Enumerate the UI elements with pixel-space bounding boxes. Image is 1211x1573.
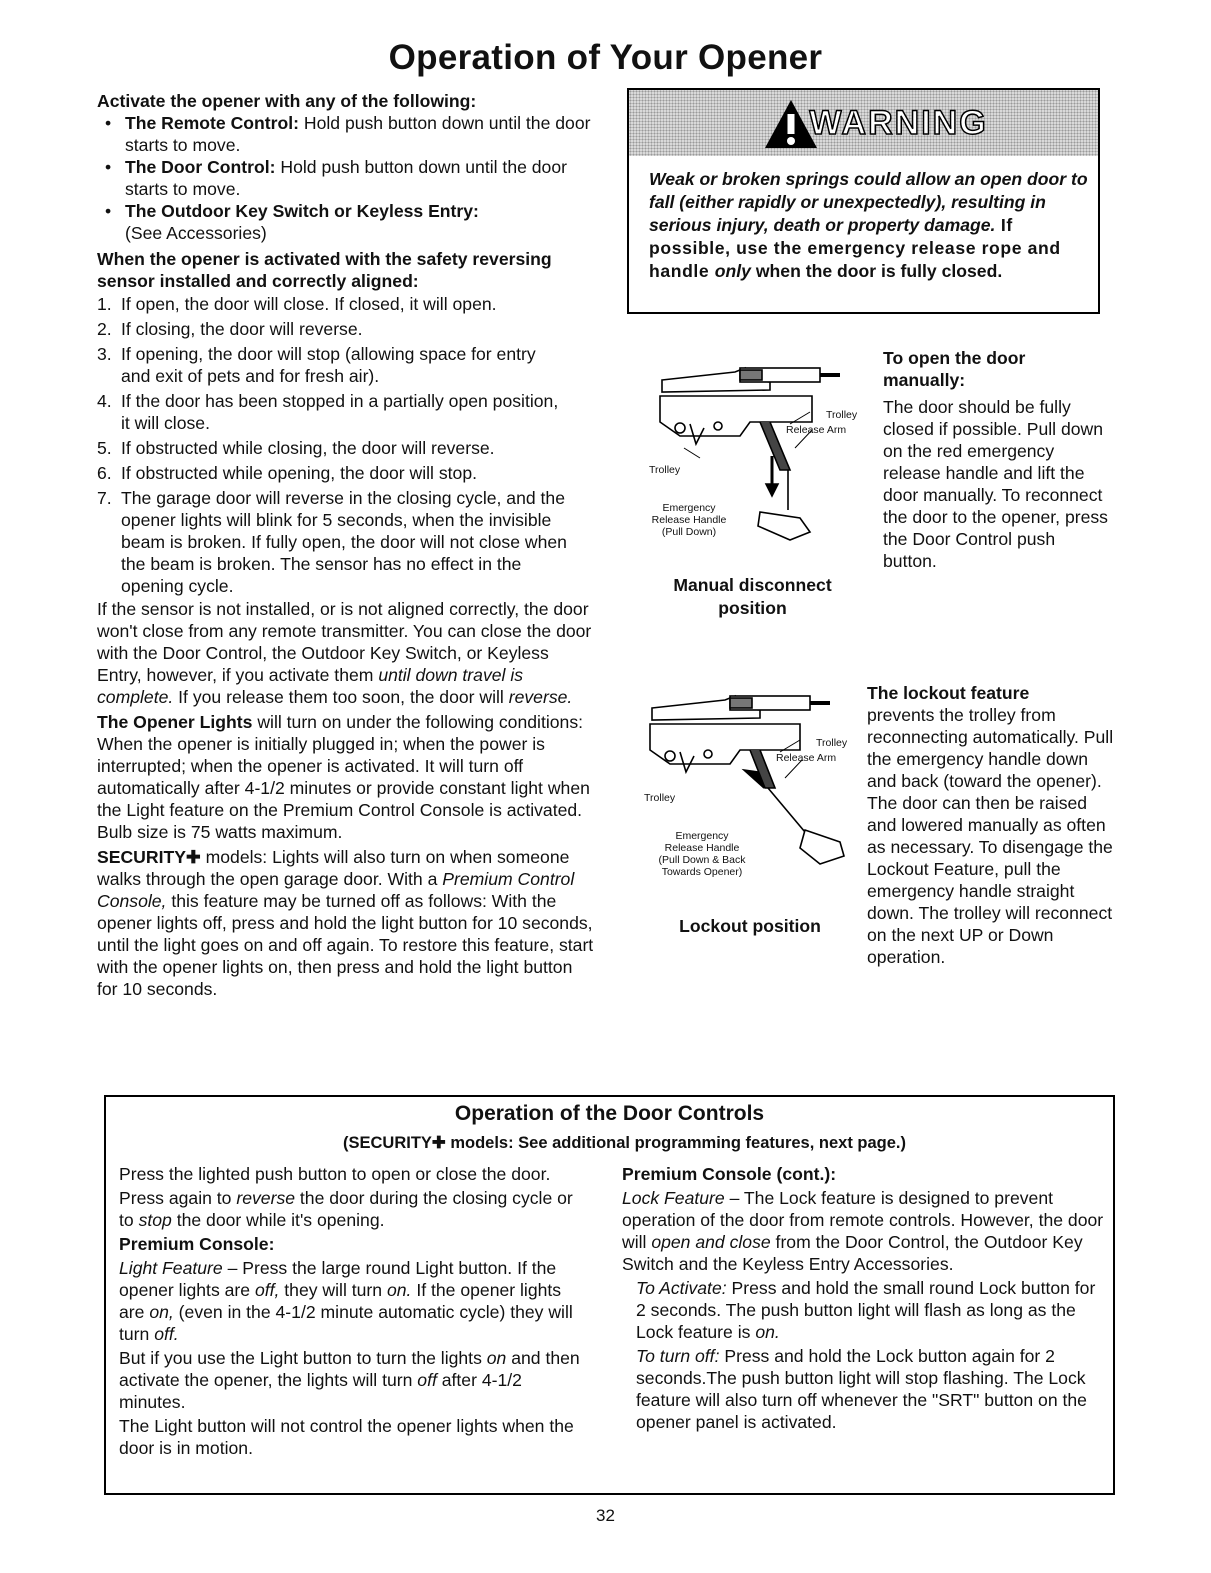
- list-item: 3. If opening, the door will stop (allowing space for entry and exit of pets and for fresh air).: [97, 344, 536, 386]
- list-item: 6. If obstructed while opening, the door will stop.: [97, 463, 477, 483]
- warning-box: [627, 88, 1100, 314]
- open-manually-text: The door should be fully closed if possible. Pull down on the red emergency release handle and lift the door manually. To reconnect the door to the opener, press the Door Control push button.: [883, 397, 1108, 571]
- numbered-list: [97, 293, 595, 597]
- sensor-heading: When the opener is activated with the safety reversing sensor installed and correctly aligned:: [97, 249, 552, 291]
- page-title: Operation of Your Opener: [388, 38, 823, 77]
- turn-off-text: To turn off: Press and hold the Lock button again for 2 seconds.The push button light will stop flashing. The Lock feature will also turn off whenever the "SRT" button on the opener panel is activated.: [636, 1346, 1087, 1432]
- activate-heading: Activate the opener with any of the following:: [97, 91, 477, 111]
- lockout-text: prevents the trolley from reconnecting automatically. Pull the emergency handle down and back (toward the opener). The door can then be raised and lowered manually as often as necessary. To disengage the Lockout Feature, pull the emergency handle straight down. The trolley will reconnect on the next UP or Down operation.: [867, 705, 1114, 967]
- list-item: 7. The garage door will reverse in the closing cycle, and the opener lights will blink for 5 seconds, when the invisible beam is broken. If fully open, the door will not close when the beam is broken. The sensor has no effect in the opening cycle.: [97, 488, 567, 596]
- security-text: SECURITY✚ models: Lights will also turn on when someone walks through the open garage door. With a Premium Control Console, this feature may be turned off as follows: With the opener lights off, press and hold the light button for 10 seconds, until the light goes on and off again. To restore this feature, start with the opener lights on, then press and hold the light button for 10 seconds.: [97, 847, 594, 999]
- premium-console-heading: Premium Console:: [119, 1234, 275, 1254]
- page-number: 32: [596, 1506, 615, 1525]
- handle-label: Emergency Release Handle (Pull Down & Back Towards Opener): [658, 830, 746, 878]
- press-again-text: Press again to reverse the door during the closing cycle or to stop the door while it's opening.: [119, 1188, 573, 1230]
- lockout-section: [867, 682, 1117, 968]
- trolley-label: Trolley: [644, 792, 676, 804]
- handle-label: Emergency Release Handle (Pull Down): [651, 502, 727, 538]
- light-feature-text: Light Feature – Press the large round Light button. If the opener lights are off, they will turn on. If the opener lights are on, (even in the 4-1/2 minute automatic cycle) they will turn off.: [119, 1258, 573, 1344]
- press-text: Press the lighted push button to open or close the door.: [119, 1164, 551, 1184]
- warning-word: WARNING: [809, 104, 988, 142]
- list-item: 1. If open, the door will close. If closed, it will open.: [97, 294, 497, 314]
- door-controls-title: Operation of the Door Controls: [454, 1102, 765, 1125]
- light-button-text: But if you use the Light button to turn the lights on and then activate the opener, the lights will turn off after 4-1/2 minutes.: [119, 1348, 580, 1412]
- left-column: [97, 90, 595, 1000]
- list-item: 2. If closing, the door will reverse.: [97, 319, 363, 339]
- open-manually-heading: To open the door manually:: [883, 348, 1026, 390]
- trolley-label: Trolley: [826, 409, 858, 421]
- door-controls-subtitle: (SECURITY✚ models: See additional programming features, next page.): [342, 1134, 906, 1152]
- warning-text: Weak or broken springs could allow an open door to fall (either rapidly or unexpectedly), resulting in serious injury, death or property damage. If possible, use the emergency release rope and handle only when the door is fully closed.: [649, 169, 1088, 281]
- activate-text: To Activate: Press and hold the small round Lock button for 2 seconds. The push button light will flash as long as the Lock feature is on.: [636, 1278, 1096, 1342]
- list-item: • The Remote Control: Hold push button down until the door starts to move.: [103, 112, 595, 156]
- lockout-heading: The lockout feature: [867, 683, 1030, 703]
- warning-banner: [629, 90, 1098, 156]
- lockout-caption: Lockout position: [679, 916, 821, 936]
- list-item: • The Outdoor Key Switch or Keyless Entry: (See Accessories): [103, 200, 595, 244]
- release-arm-label: Release Arm: [776, 752, 837, 764]
- door-controls-right: [622, 1163, 1106, 1433]
- trolley-label: Trolley: [816, 737, 848, 749]
- activation-list: [97, 112, 595, 244]
- list-item: 4. If the door has been stopped in a partially open position, it will close.: [97, 391, 559, 433]
- motion-text: The Light button will not control the opener lights when the door is in motion.: [119, 1416, 574, 1458]
- door-controls-box: [104, 1095, 1115, 1495]
- sensor-not-installed-text: If the sensor is not installed, or is not aligned correctly, the door won't close from any remote transmitter. You can close the door with the Door Control, the Outdoor Key Switch, or Keyless Entry, however, if you activate them until down travel is complete. If you release them too soon, the door will reverse.: [97, 599, 592, 707]
- release-arm-label: Release Arm: [786, 424, 847, 436]
- trolley-label: Trolley: [649, 464, 681, 476]
- opener-lights-text: The Opener Lights will turn on under the following conditions: When the opener is initially plugged in; when the power is interrupted; when the opener is activated. It will turn off automatically after 4-1/2 minutes or provide constant light when the Light feature on the Premium Control Console is activated. Bulb size is 75 watts maximum.: [97, 712, 590, 842]
- lockout-figure: [640, 678, 875, 898]
- list-item: 5. If obstructed while closing, the door will reverse.: [97, 438, 495, 458]
- list-item: • The Door Control: Hold push button down until the door starts to move.: [103, 156, 595, 200]
- manual-disconnect-figure: [640, 360, 875, 560]
- door-controls-left: [119, 1163, 589, 1459]
- manual-disconnect-caption: Manual disconnect position: [673, 575, 832, 618]
- lock-feature-text: Lock Feature – The Lock feature is designed to prevent operation of the door from remote controls. However, the door will open and close from the Door Control, the Outdoor Key Switch and the Keyless Entry Accessories.: [622, 1188, 1104, 1274]
- premium-console-cont-heading: Premium Console (cont.):: [622, 1164, 837, 1184]
- open-manually-section: [883, 347, 1113, 572]
